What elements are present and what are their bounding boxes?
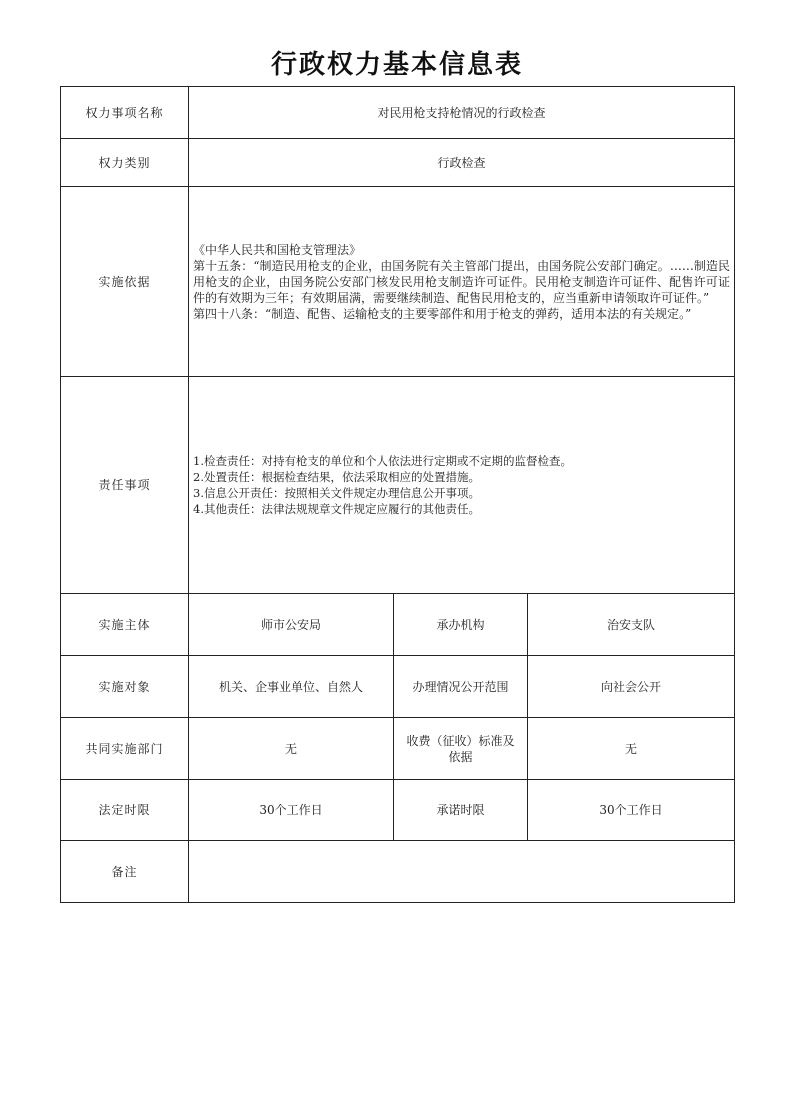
power-category-value: 行政检查 <box>189 139 735 187</box>
basis-label: 实施依据 <box>61 187 189 377</box>
remarks-label: 备注 <box>61 841 189 903</box>
handling-agency-label: 承办机构 <box>394 594 528 656</box>
duties-text <box>193 453 730 517</box>
target-value: 机关、企事业单位、自然人 <box>189 656 394 718</box>
table-row <box>61 841 735 903</box>
table-row <box>61 594 735 656</box>
power-name-value: 对民用枪支持枪情况的行政检查 <box>189 87 735 139</box>
table-row <box>61 139 735 187</box>
legal-time-value: 30个工作日 <box>189 780 394 841</box>
table-row <box>61 656 735 718</box>
target-label: 实施对象 <box>61 656 189 718</box>
disclosure-scope-label: 办理情况公开范围 <box>394 656 528 718</box>
duty-item: 3.信息公开责任：按照相关文件规定办理信息公开事项。 <box>193 486 480 500</box>
table-row <box>61 187 735 377</box>
power-category-label: 权力类别 <box>61 139 189 187</box>
basis-law-title: 《中华人民共和国枪支管理法》 <box>193 242 362 257</box>
duty-item: 4.其他责任：法律法规规章文件规定应履行的其他责任。 <box>193 502 480 516</box>
page-title: 行政权力基本信息表 <box>270 50 523 80</box>
basis-text <box>193 242 730 322</box>
info-table <box>60 86 735 903</box>
disclosure-scope-value: 向社会公开 <box>528 656 735 718</box>
duty-item: 1.检查责任：对持有枪支的单位和个人依法进行定期或不定期的监督检查。 <box>193 454 572 468</box>
joint-dept-value: 无 <box>189 718 394 780</box>
fee-basis-value: 无 <box>528 718 735 780</box>
table-row <box>61 377 735 594</box>
subject-value: 师市公安局 <box>189 594 394 656</box>
duties-label: 责任事项 <box>61 377 189 594</box>
table-row <box>61 718 735 780</box>
basis-article-15: 第十五条：“制造民用枪支的企业，由国务院有关主管部门提出，由国务院公安部门确定。……制造民用枪支的企业，由国务院公安部门核发民用枪支制造许可证件。民用枪支制造许可证件、配售许可证件的有效期为三年；有效期届满，需要继续制造、配售民用枪支的，应当重新申请领取许可证件。” <box>193 258 731 305</box>
power-name-label: 权力事项名称 <box>61 87 189 139</box>
duty-item: 2.处置责任：根据检查结果，依法采取相应的处置措施。 <box>193 470 480 484</box>
joint-dept-label: 共同实施部门 <box>61 718 189 780</box>
basis-article-48: 第四十八条：“制造、配售、运输枪支的主要零部件和用于枪支的弹药，适用本法的有关规定。” <box>193 306 692 321</box>
promised-time-label: 承诺时限 <box>394 780 528 841</box>
subject-label: 实施主体 <box>61 594 189 656</box>
remarks-value <box>189 841 735 903</box>
duties-value <box>189 377 735 594</box>
table-row <box>61 87 735 139</box>
table-row <box>61 780 735 841</box>
legal-time-label: 法定时限 <box>61 780 189 841</box>
basis-value <box>189 187 735 377</box>
promised-time-value: 30个工作日 <box>528 780 735 841</box>
handling-agency-value: 治安支队 <box>528 594 735 656</box>
fee-basis-label: 收费（征收）标准及依据 <box>394 718 528 780</box>
